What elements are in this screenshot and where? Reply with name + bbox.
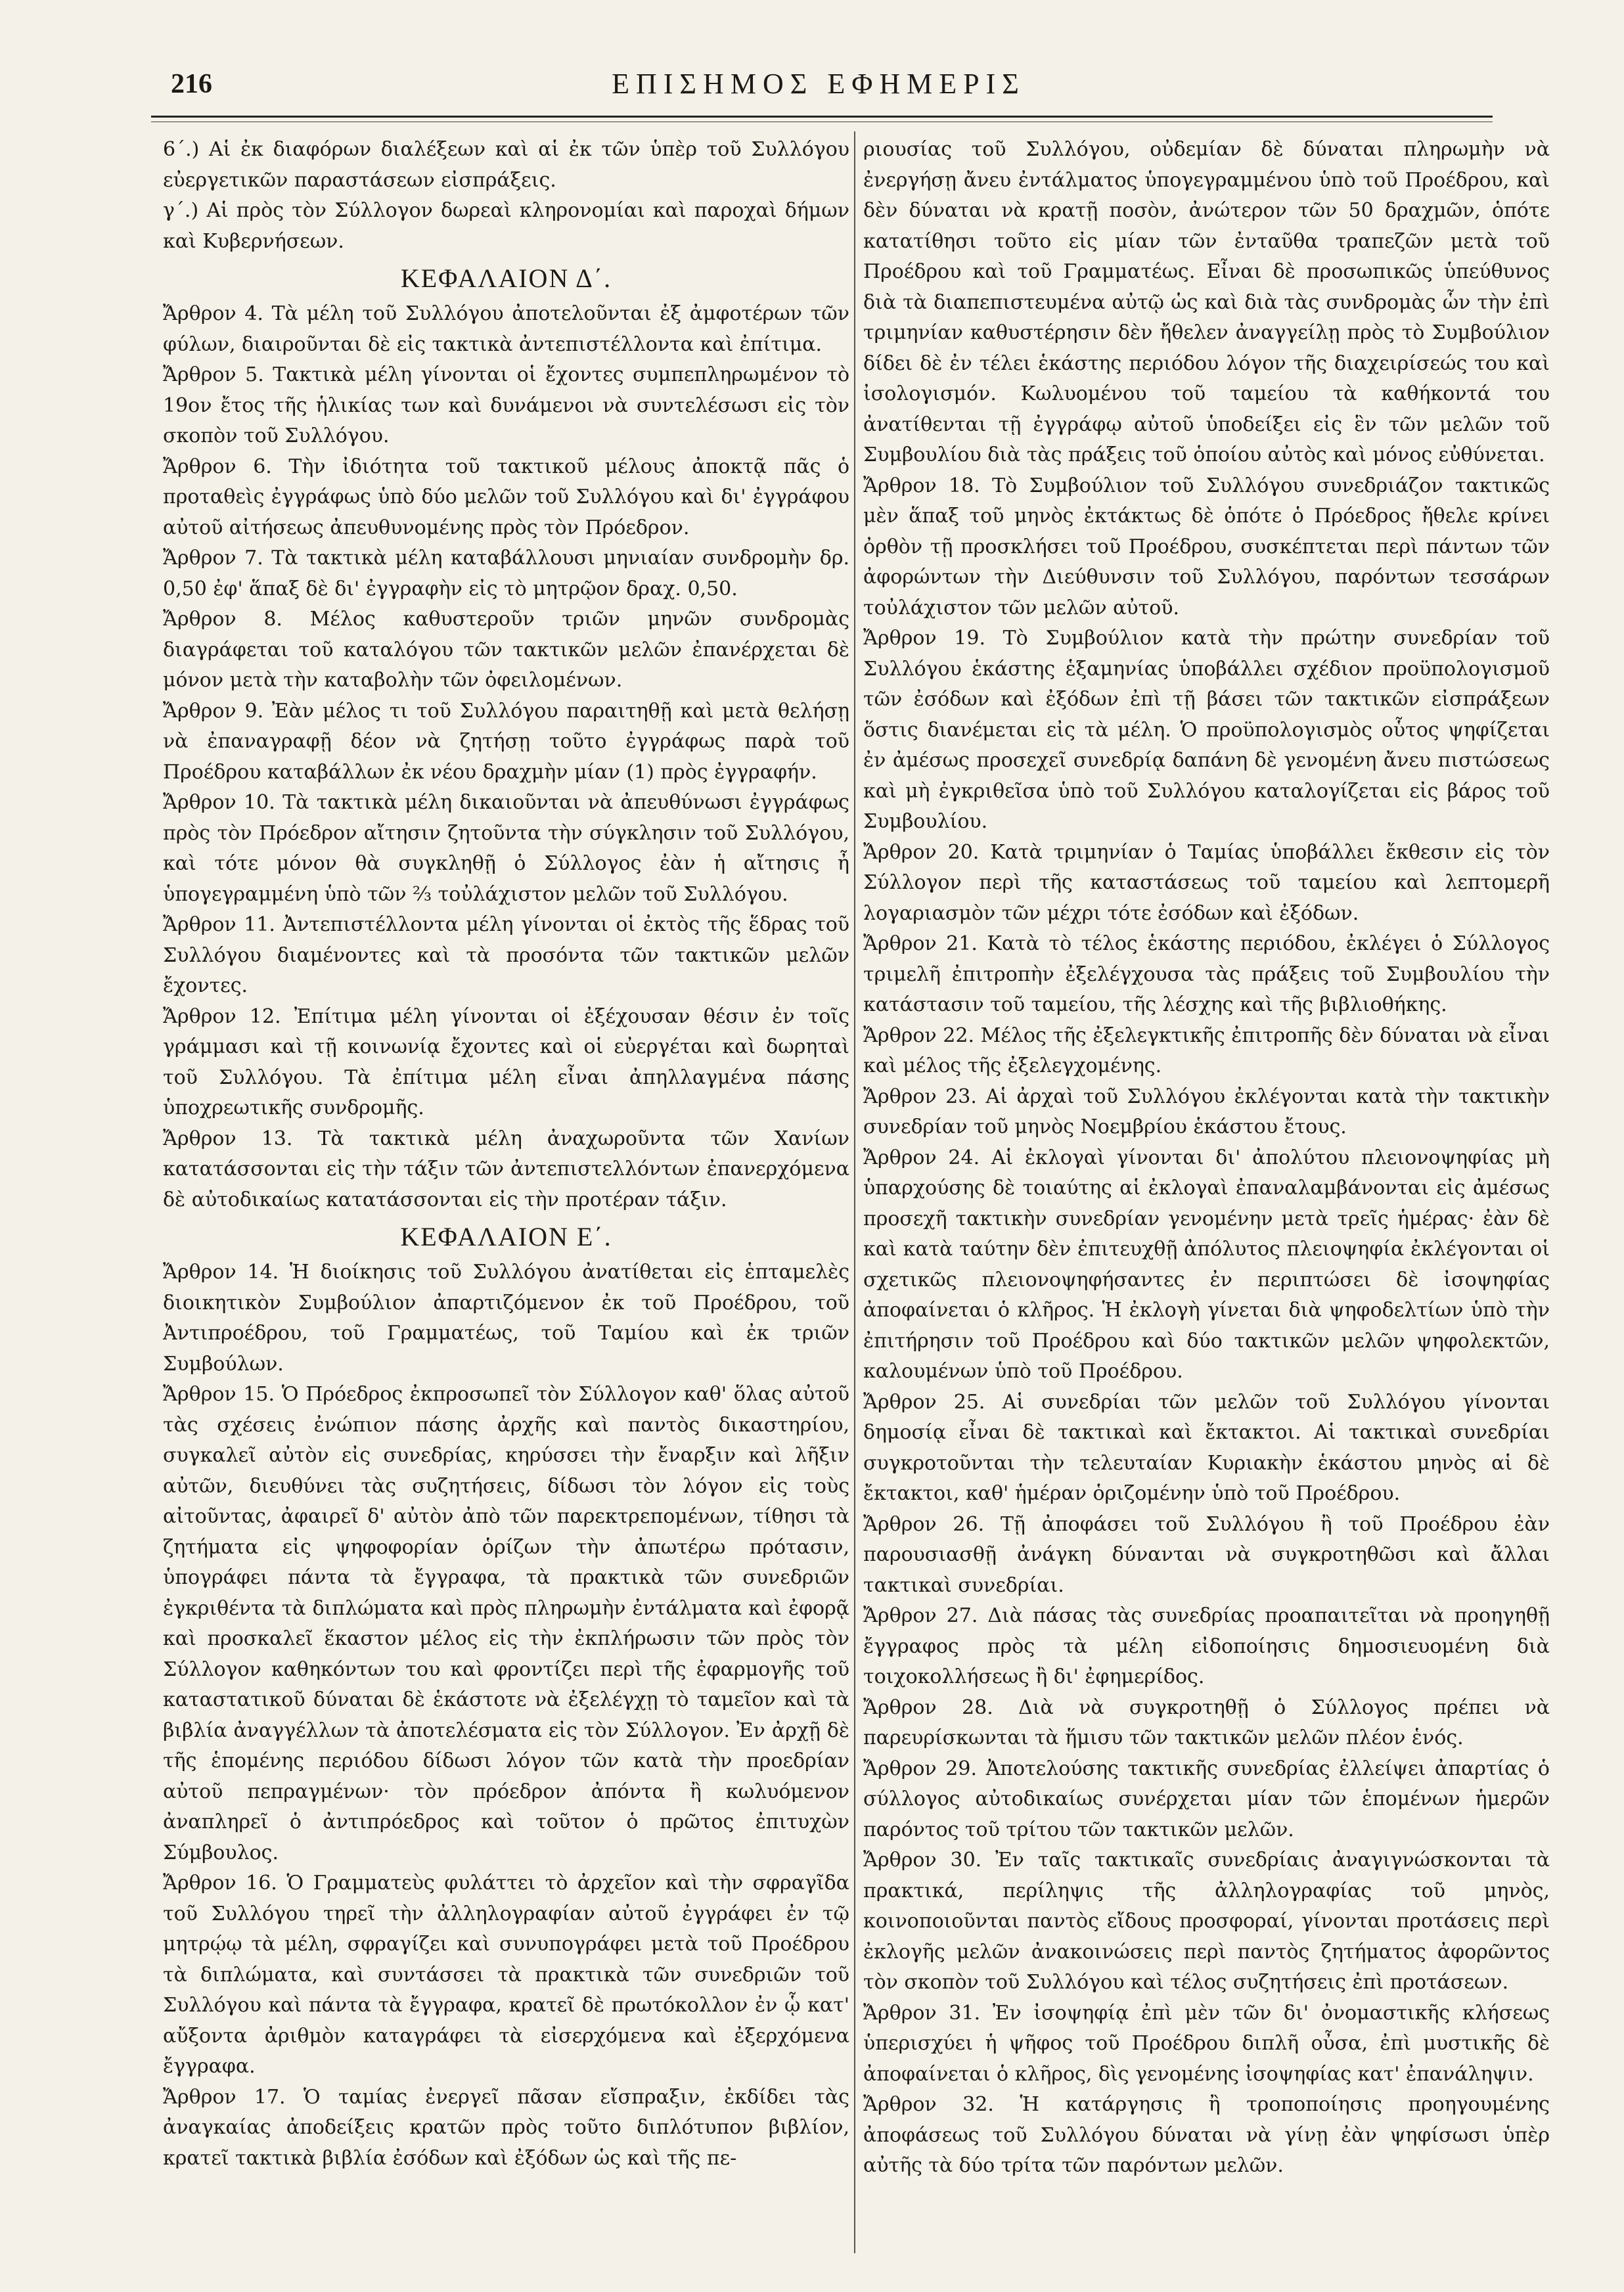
article-28: Ἄρθρον 28. Διὰ νὰ συγκροτηθῇ ὁ Σύλλογος πρέπει νὰ παρευρίσκωνται τὰ ἥμισυ τῶν τακτικῶν μελῶν πλέον ἑνός. xyxy=(863,1696,1550,1749)
article-25: Ἄρθρον 25. Αἱ συνεδρίαι τῶν μελῶν τοῦ Συλλόγου γίνονται δημοσίᾳ εἶναι δὲ τακτικαὶ καὶ ἔκτακτοι. Αἱ τακτικαὶ συνεδρίαι συγκροτοῦνται τὴν τελευταίαν Κυριακὴν ἑκάστου μηνὸς αἱ δὲ ἔκτακτοι, καθ' ἡμέραν ὁριζομένην ὑπὸ τοῦ Προέδρου. xyxy=(863,1390,1550,1505)
article-16: Ἄρθρον 16. Ὁ Γραμματεὺς φυλάττει τὸ ἀρχεῖον καὶ τὴν σφραγῖδα τοῦ Συλλόγου τηρεῖ τὴν ἀλληλογραφίαν αὐτοῦ ἐγγράφει ἐν τῷ μητρῴῳ τὰ μέλη, σφραγίζει καὶ συνυπογράφει μετὰ τοῦ Προέδρου τὰ διπλώματα, καὶ συντάσσει τὰ πρακτικὰ τῶν συνεδριῶν τοῦ Συλλόγου καὶ πάντα τὰ ἔγγραφα, κρατεῖ δὲ πρωτόκολλον ἐν ᾧ κατ' αὔξοντα ἀριθμὸν καταγράφει τὰ εἰσερχόμενα καὶ ἐξερχόμενα ἔγγραφα. xyxy=(163,1872,849,2078)
article-6: Ἄρθρον 6. Τὴν ἰδιότητα τοῦ τακτικοῦ μέλους ἀποκτᾷ πᾶς ὁ προταθεὶς ἐγγράφως ὑπὸ δύο μελῶν τοῦ Συλλόγου καὶ δι' ἐγγράφου αὐτοῦ αἰτήσεως ἀπευθυνομένης πρὸς τὸν Πρόεδρον. xyxy=(163,455,849,539)
paragraph-c: γ΄.) Αἱ πρὸς τὸν Σύλλογον δωρεαὶ κληρονομίαι καὶ παροχαὶ δήμων καὶ Κυβερνήσεων. xyxy=(163,199,849,253)
article-4: Ἄρθρον 4. Τὰ μέλη τοῦ Συλλόγου ἀποτελοῦνται ἐξ ἀμφοτέρων τῶν φύλων, διαιροῦνται δὲ εἰς τακτικὰ ἀντεπιστέλλοντα καὶ ἐπίτιμα. xyxy=(163,302,849,356)
page-number: 216 xyxy=(171,69,212,99)
article-17: Ἄρθρον 17. Ὁ ταμίας ἐνεργεῖ πᾶσαν εἴσπραξιν, ἐκδίδει τὰς ἀναγκαίας ἀποδείξεις κρατῶν πρὸς τοῦτο διπλότυπον βιβλίον, κρατεῖ τακτικὰ βιβλία ἐσόδων καὶ ἐξόδων ὡς καὶ τῆς πε- xyxy=(163,2085,849,2170)
left-column xyxy=(163,135,849,2174)
header-rule xyxy=(151,116,1493,122)
article-29: Ἄρθρον 29. Ἀποτελούσης τακτικῆς συνεδρίας ἐλλείψει ἀπαρτίας ὁ σύλλογος αὐτοδικαίως συνέρχεται μίαν τῶν ἑπομένων ἡμερῶν παρόντος τοῦ τρίτου τῶν τακτικῶν μελῶν. xyxy=(863,1757,1550,1841)
column-divider xyxy=(854,131,855,2253)
article-21: Ἄρθρον 21. Κατὰ τὸ τέλος ἑκάστης περιόδου, ἐκλέγει ὁ Σύλλογος τριμελῆ ἐπιτροπὴν ἐξελέγχουσα τὰς πράξεις τοῦ Συμβουλίου τὴν κατάστασιν τοῦ ταμείου, τῆς λέσχης καὶ τῆς βιβλιοθήκης. xyxy=(863,932,1550,1016)
article-24: Ἄρθρον 24. Αἱ ἐκλογαὶ γίνονται δι' ἀπολύτου πλειονοψηφίας μὴ ὑπαρχούσης δὲ τοιαύτης αἱ ἐκλογαὶ ἐπαναλαμβάνονται εἰς ἀμέσως προσεχῆ τακτικὴν συνεδρίαν γενομένην μετὰ τρεῖς ἡμέρας· ἐὰν δὲ καὶ κατὰ ταύτην δὲν ἐπιτευχθῇ ἀπόλυτος πλειοψηφία ἐκλέγονται οἱ σχετικῶς πλειονοψηφήσαντες ἐν περιπτώσει δὲ ἰσοψηφίας ἀποφαίνεται ὁ κλῆρος. Ἡ ἐκλογὴ γίνεται διὰ ψηφοδελτίων ὑπὸ τὴν ἐπιτήρησιν τοῦ Προέδρου καὶ δύο τακτικῶν μελῶν ψηφολεκτῶν, καλουμένων ὑπὸ τοῦ Προέδρου. xyxy=(863,1146,1550,1383)
article-20: Ἄρθρον 20. Κατὰ τριμηνίαν ὁ Ταμίας ὑποβάλλει ἔκθεσιν εἰς τὸν Σύλλογον περὶ τῆς καταστάσεως τοῦ ταμείου καὶ λεπτομερῆ λογαριασμὸν τῶν μέχρι τότε ἐσόδων καὶ ἐξόδων. xyxy=(863,840,1550,925)
article-30: Ἄρθρον 30. Ἐν ταῖς τακτικαῖς συνεδρίαις ἀναγιγνώσκονται τὰ πρακτικά, περίληψις τῆς ἀλληλογραφίας τοῦ μηνὸς, κοινοποιοῦνται παντὸς εἴδους προσφοραί, γίνονται προτάσεις περὶ ἐκλογῆς μελῶν ἀνακοινώσεις περὶ παντὸς ζητήματος ἀφορῶντος τὸν σκοπὸν τοῦ Συλλόγου καὶ τέλος συζητήσεις ἐπὶ προτάσεων. xyxy=(863,1849,1550,1994)
article-10: Ἄρθρον 10. Τὰ τακτικὰ μέλη δικαιοῦνται νὰ ἀπευθύνωσι ἐγγράφως πρὸς τὸν Πρόεδρον αἴτησιν ζητοῦντα τὴν σύγκλησιν τοῦ Συλλόγου, καὶ τότε μόνον θὰ συγκληθῇ ὁ Σύλλογος ἐὰν ἡ αἴτησις ἦ ὑπογεγραμμένη ὑπὸ τῶν ⅔ τοὐλάχιστον μελῶν τοῦ Συλλόγου. xyxy=(163,791,849,906)
article-32: Ἄρθρον 32. Ἡ κατάργησις ἢ τροποποίησις προηγουμένης ἀποφάσεως τοῦ Συλλόγου δύναται νὰ γίνῃ ἐὰν ψηφίσωσι ὑπὲρ αὐτῆς τὰ δύο τρίτα τῶν παρόντων μελῶν. xyxy=(863,2093,1550,2177)
running-title: ΕΠΙΣΗΜΟΣ ΕΦΗΜΕΡΙΣ xyxy=(612,68,1026,100)
page-header xyxy=(164,63,1473,109)
article-22: Ἄρθρον 22. Μέλος τῆς ἐξελεγκτικῆς ἐπιτροπῆς δὲν δύναται νὰ εἶναι καὶ μέλος τῆς ἐξελεγχομένης. xyxy=(863,1023,1550,1077)
article-8: Ἄρθρον 8. Μέλος καθυστεροῦν τριῶν μηνῶν συνδρομὰς διαγράφεται τοῦ καταλόγου τῶν τακτικῶν μελῶν ἐπανέρχεται δὲ μόνον μετὰ τὴν καταβολὴν τῶν ὀφειλομένων. xyxy=(163,608,849,692)
article-15: Ἄρθρον 15. Ὁ Πρόεδρος ἐκπροσωπεῖ τὸν Σύλλογον καθ' ὅλας αὐτοῦ τὰς σχέσεις ἐνώπιον πάσης ἀρχῆς καὶ παντὸς δικαστηρίου, συγκαλεῖ αὐτὸν εἰς συνεδρίας, κηρύσσει τὴν ἔναρξιν καὶ λῆξιν αὐτῶν, διευθύνει τὰς συζητήσεις, δίδωσι τὸν λόγον εἰς τοὺς αἰτοῦντας, ἀφαιρεῖ δ' αὐτὸν ἀπὸ τῶν παρεκτρεπομένων, τίθησι τὰ ζητήματα εἰς ψηφοφορίαν ὁρίζων τὴν ἀπωτέρω πρότασιν, ὑπογράφει πάντα τὰ ἔγγραφα, τὰ πρακτικὰ τῶν συνεδριῶν ἐγκριθέντα τὰ διπλώματα καὶ πρὸς πληρωμὴν ἐντάλματα καὶ ἐφορᾷ καὶ προσκαλεῖ ἕκαστον μέλος εἰς τὴν ἐκπλήρωσιν τῶν πρὸς τὸν Σύλλογον καθηκόντων του καὶ φροντίζει περὶ τῆς ἐφαρμογῆς τοῦ καταστατικοῦ δύναται δὲ ἑκάστοτε νὰ ἐξελέγχῃ τὸ ταμεῖον καὶ τὰ βιβλία ἀναγγέλλων τὰ ἀποτελέσματα εἰς τὸν Σύλλογον. Ἐν ἀρχῇ δὲ τῆς ἑπομένης περιόδου δίδωσι λόγον τῶν κατὰ τὴν προεδρίαν αὐτοῦ πεπραγμένων· τὸν πρόεδρον ἀπόντα ἢ κωλυόμενον ἀναπληρεῖ ὁ ἀντιπρόεδρος καὶ τοῦτον ὁ πρῶτος ἐπιτυχὼν Σύμβουλος. xyxy=(163,1383,849,1864)
article-7: Ἄρθρον 7. Τὰ τακτικὰ μέλη καταβάλλουσι μηνιαίαν συνδρομὴν δρ. 0,50 ἐφ' ἅπαξ δὲ δι' ἐγγραφὴν εἰς τὸ μητρῷον δραχ. 0,50. xyxy=(163,547,849,600)
article-5: Ἄρθρον 5. Τακτικὰ μέλη γίνονται οἱ ἔχοντες συμπεπληρωμένον τὸ 19ον ἔτος τῆς ἡλικίας των καὶ δυνάμενοι νὰ συντελέσωσι εἰς τὸν σκοπὸν τοῦ Συλλόγου. xyxy=(163,363,849,447)
chapter-heading-e: ΚΕΦΑΛΑΙΟΝ Ε΄. xyxy=(400,1222,612,1251)
article-14: Ἄρθρον 14. Ἡ διοίκησις τοῦ Συλλόγου ἀνατίθεται εἰς ἑπταμελὲς διοικητικὸν Συμβούλιον ἀπαρτιζόμενον ἐκ τοῦ Προέδρου, τοῦ Ἀντιπροέδρου, τοῦ Γραμματέως, τοῦ Ταμίου καὶ ἐκ τριῶν Συμβούλων. xyxy=(163,1261,849,1376)
chapter-heading-d: ΚΕΦΑΛΑΙΟΝ Δ΄. xyxy=(400,263,612,293)
article-9: Ἄρθρον 9. Ἐὰν μέλος τι τοῦ Συλλόγου παραιτηθῇ καὶ μετὰ θελήσῃ νὰ ἐπαναγραφῇ δέον νὰ ζητήσῃ τοῦτο ἐγγράφως παρὰ τοῦ Προέδρου καταβάλλων ἐκ νέου δραχμὴν μίαν (1) πρὸς ἐγγραφήν. xyxy=(163,699,849,784)
article-11: Ἄρθρον 11. Ἀντεπιστέλλοντα μέλη γίνονται οἱ ἐκτὸς τῆς ἕδρας τοῦ Συλλόγου διαμένοντες καὶ τὰ προσόντα τῶν τακτικῶν μελῶν ἔχοντες. xyxy=(163,913,849,997)
article-17-continued: ριουσίας τοῦ Συλλόγου, οὐδεμίαν δὲ δύναται πληρωμὴν νὰ ἐνεργήσῃ ἄνευ ἐντάλματος ὑπογεγραμμένου ὑπὸ τοῦ Προέδρου, καὶ δὲν δύναται νὰ κρατῇ ποσὸν, ἀνώτερον τῶν 50 δραχμῶν, ὁπότε κατατίθησι τοῦτο εἰς μίαν τῶν ἐνταῦθα τραπεζῶν μετὰ τοῦ Προέδρου καὶ τοῦ Γραμματέως. Εἶναι δὲ προσωπικῶς ὑπεύθυνος διὰ τὰ διαπεπιστευμένα αὐτῷ ὡς καὶ διὰ τὰς συνδρομὰς ὧν τὴν ἐπὶ τριμηνίαν καθυστέρησιν δὲν ἤθελεν ἀναγγείλῃ πρὸς τὸ Συμβούλιον δίδει δὲ ἐν τέλει ἑκάστης περιόδου λόγον τῆς διαχειρίσεώς του καὶ ἰσολογισμόν. Κωλυομένου τοῦ ταμείου τὰ καθήκοντά του ἀνατίθενται τῇ ἐγγράφῳ αὐτοῦ ὑποδείξει εἰς ἓν τῶν μελῶν τοῦ Συμβουλίου διὰ τὰς πράξεις τοῦ ὁποίου αὐτὸς καὶ μόνος εὐθύνεται. xyxy=(863,138,1550,466)
article-12: Ἄρθρον 12. Ἐπίτιμα μέλη γίνονται οἱ ἐξέχουσαν θέσιν ἐν τοῖς γράμμασι καὶ τῇ κοινωνίᾳ ἔχοντες καὶ οἱ εὐεργέται καὶ δωρηταὶ τοῦ Συλλόγου. Τὰ ἐπίτιμα μέλη εἶναι ἀπηλλαγμένα πάσης ὑποχρεωτικῆς συνδρομῆς. xyxy=(163,1004,849,1119)
article-26: Ἄρθρον 26. Τῇ ἀποφάσει τοῦ Συλλόγου ἢ τοῦ Προέδρου ἐὰν παρουσιασθῇ ἀνάγκη δύνανται νὰ συγκροτηθῶσι καὶ ἄλλαι τακτικαὶ συνεδρίαι. xyxy=(863,1512,1550,1597)
article-27: Ἄρθρον 27. Διὰ πάσας τὰς συνεδρίας προαπαιτεῖται νὰ προηγηθῇ ἔγγραφος πρὸς τὰ μέλη εἰδοποίησις δημοσιευομένη διὰ τοιχοκολλήσεως ἢ δι' ἐφημερίδος. xyxy=(863,1604,1550,1688)
article-31: Ἄρθρον 31. Ἐν ἰσοψηφίᾳ ἐπὶ μὲν τῶν δι' ὀνομαστικῆς κλήσεως ὑπερισχύει ἡ ψῆφος τοῦ Προέδρου διπλῆ οὖσα, ἐπὶ μυστικῆς δὲ ἀποφαίνεται ὁ κλῆρος, δὶς γενομένης ἰσοψηφίας κατ' ἐπανάληψιν. xyxy=(863,2001,1550,2086)
article-18: Ἄρθρον 18. Τὸ Συμβούλιον τοῦ Συλλόγου συνεδριάζον τακτικῶς μὲν ἅπαξ τοῦ μηνὸς ἐκτάκτως δὲ ὁπότε ὁ Πρόεδρος ἤθελε κρίνει ὀρθὸν τῇ προσκλήσει τοῦ Προέδρου, συσκέπτεται περὶ πάντων τῶν ἀφορώντων τὴν Διεύθυνσιν τοῦ Συλλόγου, παρόντων τεσσάρων τοὐλάχιστον τῶν μελῶν αὐτοῦ. xyxy=(863,474,1550,619)
article-13: Ἄρθρον 13. Τὰ τακτικὰ μέλη ἀναχωροῦντα τῶν Χανίων κατατάσσονται εἰς τὴν τάξιν τῶν ἀντεπιστελλόντων ἐπανερχόμενα δὲ αὐτοδικαίως κατατάσσονται εἰς τὴν προτέραν τάξιν. xyxy=(163,1127,849,1211)
right-column xyxy=(863,135,1550,2182)
article-23: Ἄρθρον 23. Αἱ ἀρχαὶ τοῦ Συλλόγου ἐκλέγονται κατὰ τὴν τακτικὴν συνεδρίαν τοῦ μηνὸς Νοεμβρίου ἑκάστου ἔτους. xyxy=(863,1085,1550,1138)
paragraph-b: 6΄.) Αἱ ἐκ διαφόρων διαλέξεων καὶ αἱ ἐκ τῶν ὑπὲρ τοῦ Συλλόγου εὐεργετικῶν παραστάσεων εἰσπράξεις. xyxy=(163,138,849,192)
article-19: Ἄρθρον 19. Τὸ Συμβούλιον κατὰ τὴν πρώτην συνεδρίαν τοῦ Συλλόγου ἑκάστης ἑξαμηνίας ὑποβάλλει σχέδιον προϋπολογισμοῦ τῶν ἐσόδων καὶ ἐξόδων ἐπὶ τῇ βάσει τῶν τακτικῶν εἰσπράξεων ὅστις διανέμεται εἰς τὰ μέλη. Ὁ προϋπολογισμὸς οὗτος ψηφίζεται ἐν ἀμέσως προσεχεῖ συνεδρίᾳ δαπάνη δὲ γενομένη ἄνευ πιστώσεως καὶ μὴ ἐγκριθεῖσα ὑπὸ τοῦ Συλλόγου καταλογίζεται εἰς βάρος τοῦ Συμβουλίου. xyxy=(863,627,1550,833)
